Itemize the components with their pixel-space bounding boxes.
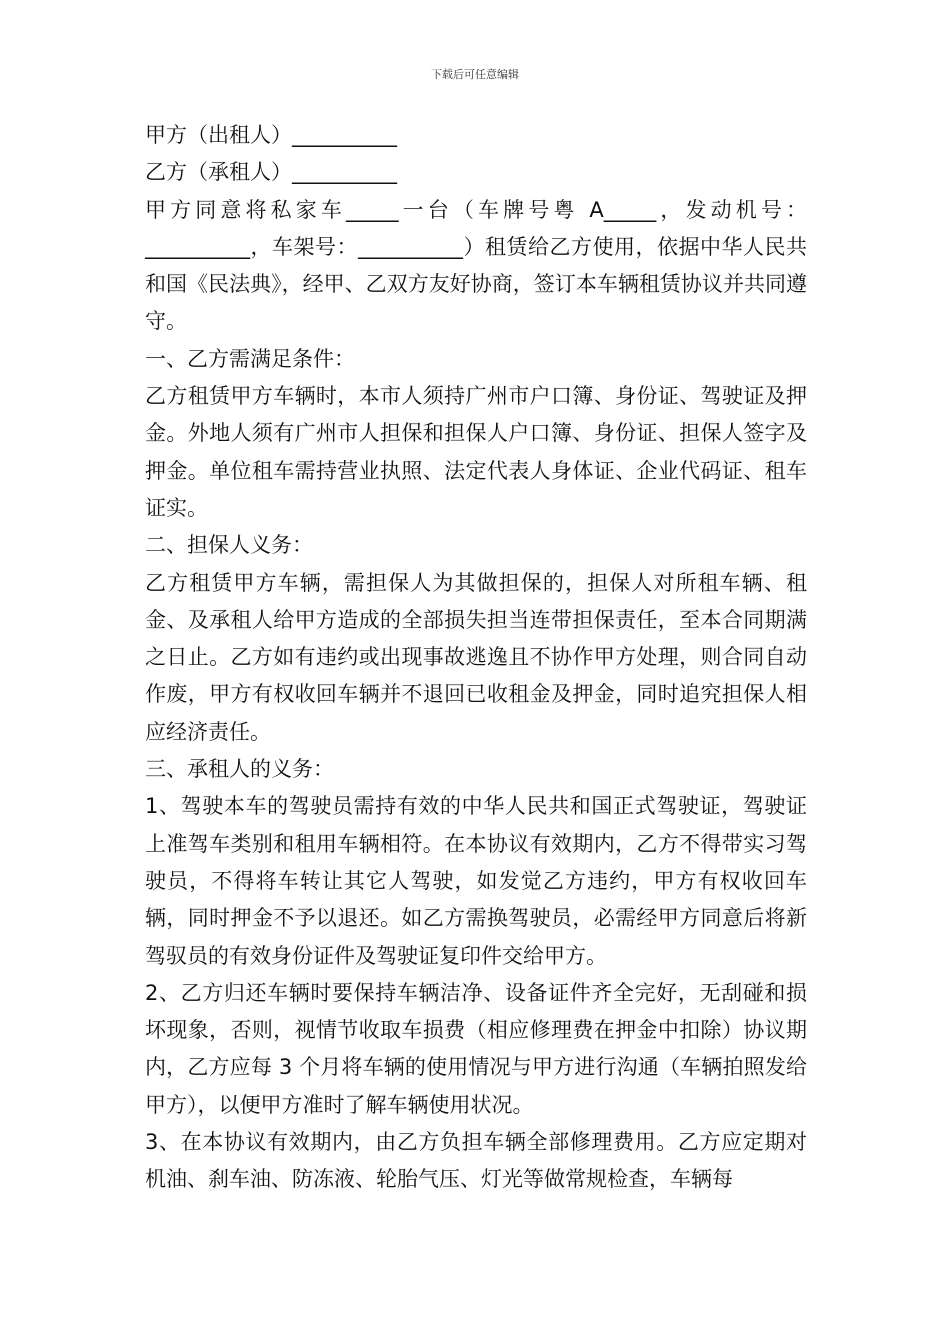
section-3-item-3: 3、在本协议有效期内，由乙方负担车辆全部修理费用。乙方应定期对机油、刹车油、防冻液、轮胎气压、灯光等做常规检查，车辆每 (145, 1130, 807, 1192)
section-2-title: 二、担保人义务： (145, 533, 313, 558)
section-1-title: 一、乙方需满足条件： (145, 346, 355, 371)
party-a-line: 甲方（出租人）__________ (145, 123, 397, 147)
intro-paragraph: 甲方同意将私家车_____一台（车牌号粤 A_____，发动机号：__________，车架号：__________）租赁给乙方使用，依据中华人民共和国《民法典》，经甲、乙双方友好协商，签订本车辆租赁协议并共同遵守。 (145, 197, 807, 334)
section-1-body: 乙方租赁甲方车辆时，本市人须持广州市户口簿、身份证、驾驶证及押金。外地人须有广州市人担保和担保人户口簿、身份证、担保人签字及押金。单位租车需持营业执照、法定代表人身体证、企业代码证、租车证实。 (145, 384, 807, 520)
header-note: 下载后可任意编辑 (431, 68, 519, 81)
section-3-item-1: 1、驾驶本车的驾驶员需持有效的中华人民共和国正式驾驶证，驾驶证上准驾车类别和租用车辆相符。在本协议有效期内，乙方不得带实习驾驶员，不得将车转让其它人驾驶，如发觉乙方违约，甲方有权收回车辆，同时押金不予以退还。如乙方需换驾驶员，必需经甲方同意后将新驾驭员的有效身份证件及驾驶证复印件交给甲方。 (145, 794, 807, 968)
section-3-title: 三、承租人的义务： (145, 757, 334, 782)
party-b-line: 乙方（承租人）__________ (145, 160, 397, 185)
section-2-body: 乙方租赁甲方车辆，需担保人为其做担保的，担保人对所租车辆、租金、及承租人给甲方造成的全部损失担当连带担保责任，至本合同期满之日止。乙方如有违约或出现事故逃逸且不协作甲方处理，则合同自动作废，甲方有权收回车辆并不退回已收租金及押金，同时追究担保人相应经济责任。 (145, 570, 807, 744)
section-3-item-2: 2、乙方归还车辆时要保持车辆洁净、设备证件齐全完好，无刮碰和损坏现象，否则，视情节收取车损费（相应修理费在押金中扣除）协议期内，乙方应每 3 个月将车辆的使用情况与甲方进行沟通（车辆拍照发给甲方），以便甲方准时了解车辆使用状况。 (145, 980, 807, 1117)
contract-body (145, 117, 807, 1199)
